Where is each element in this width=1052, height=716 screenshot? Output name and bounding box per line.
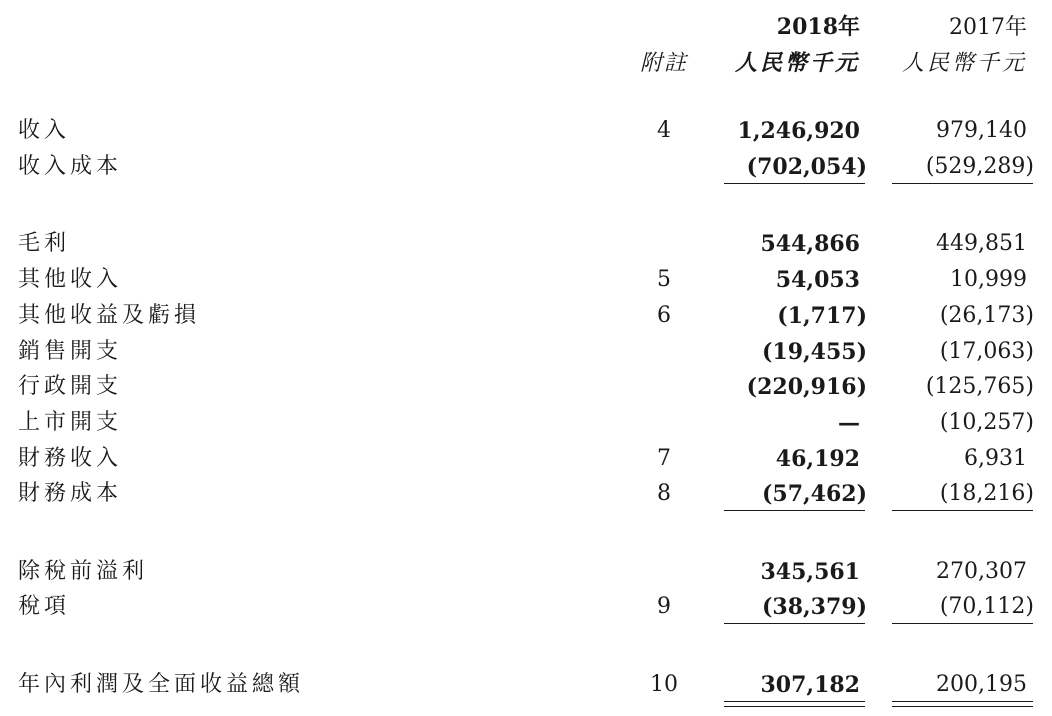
header-unit-2018: 人民幣千元: [734, 50, 860, 76]
row-label: 收入成本: [18, 154, 123, 179]
value-2017: 6,931: [964, 446, 1027, 471]
header-year-2018: 2018年: [776, 14, 860, 40]
value-2018: (220,916): [746, 374, 867, 400]
value-2017: 200,195: [936, 672, 1027, 697]
row-label: 毛利: [18, 231, 71, 256]
row-note: 5: [657, 267, 671, 292]
total-double-rule-bottom-2017: [892, 706, 1033, 707]
header-note: 附註: [639, 51, 688, 76]
row-note: 9: [657, 594, 671, 619]
subtotal-rule-2017: [892, 183, 1033, 184]
subtotal-rule-2017: [892, 623, 1033, 624]
value-2017: (26,173): [939, 303, 1034, 328]
total-double-rule-top-2018: [724, 701, 865, 702]
value-2018: 46,192: [775, 446, 860, 472]
value-2018: (1,717): [777, 303, 867, 329]
value-2017: (17,063): [939, 339, 1034, 364]
subtotal-rule-2017: [892, 510, 1033, 511]
subtotal-rule-2018: [724, 183, 865, 184]
row-label: 稅項: [18, 594, 71, 619]
subtotal-rule-2018: [724, 510, 865, 511]
value-2018: 544,866: [760, 231, 860, 257]
value-2018: 1,246,920: [737, 118, 860, 144]
row-note: 6: [657, 303, 671, 328]
value-2018: (38,379): [761, 594, 867, 620]
row-note: 4: [657, 118, 671, 143]
value-2017: 449,851: [936, 231, 1027, 256]
row-label: 財務成本: [18, 481, 123, 506]
row-label: 年內利潤及全面收益總額: [18, 672, 305, 697]
value-2017: (70,112): [939, 594, 1034, 619]
value-2017: (18,216): [939, 481, 1034, 506]
row-label: 收入: [18, 118, 71, 143]
value-2018: (702,054): [746, 154, 867, 180]
row-label: 銷售開支: [18, 339, 123, 364]
value-2017: (10,257): [939, 410, 1034, 435]
value-2018: —: [838, 410, 860, 436]
header-unit-2017: 人民幣千元: [901, 51, 1027, 76]
value-2017: 10,999: [950, 267, 1027, 292]
value-2018: (57,462): [761, 481, 867, 507]
row-label: 其他收入: [18, 267, 123, 292]
row-label: 其他收益及虧損: [18, 303, 201, 328]
row-label: 行政開支: [18, 374, 123, 399]
value-2017: (529,289): [925, 154, 1034, 179]
value-2017: (125,765): [925, 374, 1034, 399]
subtotal-rule-2018: [724, 623, 865, 624]
value-2018: 307,182: [760, 672, 860, 698]
header-year-2017: 2017年: [949, 15, 1027, 40]
total-double-rule-top-2017: [892, 701, 1033, 702]
value-2018: 54,053: [775, 267, 860, 293]
row-note: 7: [657, 446, 671, 471]
value-2017: 979,140: [936, 118, 1027, 143]
value-2018: 345,561: [760, 559, 860, 585]
row-note: 8: [657, 481, 671, 506]
row-label: 除稅前溢利: [18, 559, 149, 584]
value-2018: (19,455): [761, 339, 867, 365]
value-2017: 270,307: [936, 559, 1027, 584]
row-label: 財務收入: [18, 446, 123, 471]
row-label: 上市開支: [18, 410, 123, 435]
row-note: 10: [650, 672, 678, 697]
total-double-rule-bottom-2018: [724, 706, 865, 707]
